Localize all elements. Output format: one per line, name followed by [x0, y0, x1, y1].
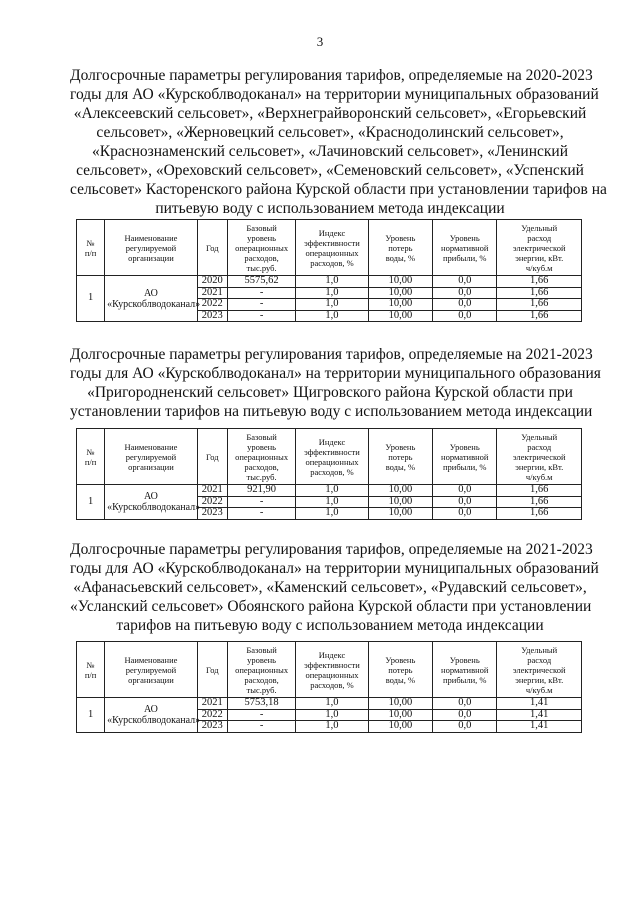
- cell-base: 5575,62: [227, 276, 295, 288]
- column-header-line: расходов,: [244, 674, 279, 685]
- column-header-line: Год: [206, 664, 219, 675]
- cell-year: 2022: [197, 299, 227, 311]
- column-header-line: Удельный: [521, 431, 558, 442]
- cell-profit: 0,0: [433, 508, 497, 520]
- column-header-line: прибыли, %: [443, 461, 487, 472]
- cell-index: 1,0: [296, 698, 368, 710]
- cell-profit: 0,0: [433, 299, 497, 311]
- column-header-year: [197, 220, 227, 276]
- column-header-num: [77, 642, 105, 698]
- cell-base: -: [227, 287, 295, 299]
- row-number-cell: 1: [77, 698, 105, 733]
- table-row: [77, 276, 582, 288]
- column-header-line: операционных: [235, 242, 289, 253]
- tariff-table: [76, 428, 582, 520]
- column-header-index: [296, 429, 368, 485]
- column-header-line: Наименование: [124, 441, 178, 452]
- cell-base: -: [227, 496, 295, 508]
- cell-index: 1,0: [296, 485, 368, 497]
- cell-energy: 1,66: [497, 496, 582, 508]
- column-header-line: нормативной: [441, 451, 489, 462]
- column-header-line: энергии, кВт.: [515, 461, 564, 472]
- column-header-base: [227, 429, 295, 485]
- column-header-line: нормативной: [441, 664, 489, 675]
- tariff-table: [76, 641, 582, 733]
- cell-base: -: [227, 310, 295, 322]
- cell-base: -: [227, 299, 295, 311]
- column-header-line: потерь: [388, 242, 413, 253]
- table-header-row: [77, 220, 582, 276]
- tariff-table: [76, 219, 582, 322]
- page-number: 3: [316, 34, 324, 49]
- column-header-line: нормативной: [441, 242, 489, 253]
- column-header-line: ч/куб.м: [525, 471, 553, 482]
- column-header-line: прибыли, %: [443, 252, 487, 263]
- cell-profit: 0,0: [433, 698, 497, 710]
- column-header-line: операционных: [305, 669, 359, 680]
- section-title-line: сельсовет», «Жерновецкий сельсовет», «Краснодолинский сельсовет»,: [96, 124, 564, 141]
- column-header-line: регулируемой: [125, 242, 177, 253]
- section-title-line: тарифов на питьевую воду с использованием метода индексации: [116, 617, 544, 634]
- cell-index: 1,0: [296, 310, 368, 322]
- column-header-line: Удельный: [521, 222, 558, 233]
- section-title-line: установлении тарифов на питьевую воду с использованием метода индексации: [70, 403, 593, 420]
- column-header-line: операционных: [305, 456, 359, 467]
- section-title-line: «Алексеевский сельсовет», «Верхнеграйворонский сельсовет», «Егорьевский: [73, 105, 587, 122]
- cell-index: 1,0: [296, 276, 368, 288]
- organization-cell: [105, 276, 201, 322]
- column-header-line: Индекс: [318, 227, 346, 238]
- cell-index: 1,0: [296, 721, 368, 733]
- column-header-loss: [368, 642, 432, 698]
- column-header-line: энергии, кВт.: [515, 674, 564, 685]
- cell-year: 2021: [197, 287, 227, 299]
- cell-profit: 0,0: [433, 276, 497, 288]
- column-header-line: Наименование: [124, 232, 178, 243]
- column-header-org: [105, 429, 198, 485]
- column-header-profit: [433, 220, 497, 276]
- column-header-line: Индекс: [318, 436, 346, 447]
- column-header-line: тыс.руб.: [246, 684, 277, 695]
- column-header-base: [227, 220, 295, 276]
- cell-year: 2021: [197, 485, 227, 497]
- section-title-line: питьевую воду с использованием метода индексации: [155, 200, 505, 217]
- section-title-line: «Афанасьевский сельсовет», «Каменский сельсовет», «Рудавский сельсовет»,: [73, 579, 587, 596]
- cell-energy: 1,66: [497, 508, 582, 520]
- cell-energy: 1,41: [497, 721, 582, 733]
- column-header-line: регулируемой: [125, 451, 177, 462]
- organization-name-line: АО: [143, 287, 158, 299]
- organization-name-line: АО: [143, 490, 158, 502]
- section-title: [70, 540, 599, 635]
- cell-loss: 10,00: [368, 287, 432, 299]
- cell-profit: 0,0: [433, 496, 497, 508]
- column-header-line: №: [86, 659, 95, 670]
- column-header-line: №: [86, 237, 95, 248]
- column-header-line: Уровень: [449, 232, 480, 243]
- section-title-line: годы для АО «Курскоблводоканал» на территории муниципальных образований: [70, 560, 599, 577]
- section-title-line: сельсовет» Касторенского района Курской области при установлении тарифов на: [70, 181, 607, 198]
- section-title-line: «Пригородненский сельсовет» Щигровского района Курской области при: [87, 384, 573, 401]
- organization-cell: [105, 485, 201, 520]
- cell-loss: 10,00: [368, 276, 432, 288]
- column-header-year: [197, 642, 227, 698]
- cell-year: 2022: [197, 709, 227, 721]
- cell-energy: 1,66: [497, 287, 582, 299]
- column-header-line: уровень: [247, 232, 277, 243]
- cell-profit: 0,0: [433, 310, 497, 322]
- cell-index: 1,0: [296, 287, 368, 299]
- column-header-year: [197, 429, 227, 485]
- column-header-num: [77, 220, 105, 276]
- column-header-line: Уровень: [385, 441, 416, 452]
- column-header-line: расход: [527, 441, 552, 452]
- column-header-line: расходов,: [244, 252, 279, 263]
- cell-loss: 10,00: [368, 310, 432, 322]
- section-title-line: годы для АО «Курскоблводоканал» на территории муниципальных образований: [70, 86, 599, 103]
- column-header-line: Индекс: [318, 649, 346, 660]
- cell-loss: 10,00: [368, 496, 432, 508]
- column-header-line: электрической: [512, 242, 566, 253]
- column-header-org: [105, 642, 198, 698]
- section-title-line: Долгосрочные параметры регулирования тарифов, определяемые на 2021-2023: [70, 346, 593, 363]
- row-number-cell: 1: [77, 276, 105, 322]
- column-header-line: Базовый: [246, 222, 277, 233]
- cell-base: 921,90: [227, 485, 295, 497]
- cell-profit: 0,0: [433, 485, 497, 497]
- column-header-profit: [433, 642, 497, 698]
- cell-year: 2022: [197, 496, 227, 508]
- column-header-line: Наименование: [124, 654, 178, 665]
- cell-base: 5753,18: [227, 698, 295, 710]
- table-header-row: [77, 429, 582, 485]
- column-header-energy: [497, 642, 582, 698]
- column-header-loss: [368, 220, 432, 276]
- column-header-line: прибыли, %: [443, 674, 487, 685]
- column-header-line: потерь: [388, 664, 413, 675]
- column-header-line: Удельный: [521, 644, 558, 655]
- column-header-line: Уровень: [385, 232, 416, 243]
- column-header-line: воды, %: [385, 252, 416, 263]
- column-header-loss: [368, 429, 432, 485]
- section-title: [70, 345, 601, 421]
- table-row: [77, 698, 582, 710]
- cell-energy: 1,66: [497, 276, 582, 288]
- section-title-line: Долгосрочные параметры регулирования тарифов, определяемые на 2021-2023: [70, 541, 593, 558]
- organization-cell: [105, 698, 201, 733]
- column-header-num: [77, 429, 105, 485]
- table-row: [77, 485, 582, 497]
- column-header-line: расход: [527, 654, 552, 665]
- column-header-line: электрической: [512, 451, 566, 462]
- cell-loss: 10,00: [368, 698, 432, 710]
- column-header-index: [296, 220, 368, 276]
- column-header-line: эффективности: [304, 446, 360, 457]
- cell-loss: 10,00: [368, 508, 432, 520]
- column-header-line: расходов, %: [310, 679, 354, 690]
- cell-loss: 10,00: [368, 709, 432, 721]
- section-title-line: сельсовет», «Ореховский сельсовет», «Семеновский сельсовет», «Успенский: [76, 162, 584, 179]
- column-header-line: ч/куб.м: [525, 684, 553, 695]
- column-header-line: тыс.руб.: [246, 471, 277, 482]
- section-title-line: годы для АО «Курскоблводоканал» на территории муниципального образования: [70, 365, 601, 382]
- column-header-line: п/п: [84, 456, 97, 467]
- cell-loss: 10,00: [368, 721, 432, 733]
- column-header-line: №: [86, 446, 95, 457]
- column-header-line: тыс.руб.: [246, 262, 277, 273]
- cell-profit: 0,0: [433, 721, 497, 733]
- column-header-line: расходов,: [244, 461, 279, 472]
- section-title-line: «Усланский сельсовет» Обоянского района Курской области при установлении: [70, 598, 592, 615]
- cell-energy: 1,41: [497, 698, 582, 710]
- cell-energy: 1,66: [497, 485, 582, 497]
- organization-name-line: АО: [143, 703, 158, 715]
- cell-profit: 0,0: [433, 709, 497, 721]
- column-header-line: п/п: [84, 669, 97, 680]
- cell-base: -: [227, 709, 295, 721]
- cell-base: -: [227, 508, 295, 520]
- column-header-line: Базовый: [246, 431, 277, 442]
- column-header-line: п/п: [84, 247, 97, 258]
- column-header-line: Год: [206, 451, 219, 462]
- column-header-line: организации: [128, 461, 174, 472]
- cell-energy: 1,66: [497, 310, 582, 322]
- column-header-line: воды, %: [385, 674, 416, 685]
- organization-name-line: «Курскоблводоканал»: [107, 714, 201, 726]
- column-header-line: организации: [128, 252, 174, 263]
- column-header-line: электрической: [512, 664, 566, 675]
- cell-base: -: [227, 721, 295, 733]
- column-header-line: Уровень: [449, 441, 480, 452]
- organization-name-line: «Курскоблводоканал»: [107, 298, 201, 310]
- column-header-org: [105, 220, 198, 276]
- cell-index: 1,0: [296, 709, 368, 721]
- row-number-cell: 1: [77, 485, 105, 520]
- column-header-line: Уровень: [449, 654, 480, 665]
- column-header-line: операционных: [235, 451, 289, 462]
- column-header-index: [296, 642, 368, 698]
- column-header-line: ч/куб.м: [525, 262, 553, 273]
- cell-year: 2023: [197, 508, 227, 520]
- column-header-line: Год: [206, 242, 219, 253]
- column-header-line: воды, %: [385, 461, 416, 472]
- column-header-profit: [433, 429, 497, 485]
- column-header-line: эффективности: [304, 237, 360, 248]
- cell-loss: 10,00: [368, 485, 432, 497]
- cell-energy: 1,66: [497, 299, 582, 311]
- column-header-energy: [497, 220, 582, 276]
- section-title-line: «Краснознаменский сельсовет», «Лачиновский сельсовет», «Ленинский: [91, 143, 568, 160]
- cell-year: 2021: [197, 698, 227, 710]
- column-header-line: операционных: [305, 247, 359, 258]
- cell-year: 2020: [197, 276, 227, 288]
- column-header-line: энергии, кВт.: [515, 252, 564, 263]
- column-header-line: Уровень: [385, 654, 416, 665]
- cell-year: 2023: [197, 310, 227, 322]
- column-header-line: расходов, %: [310, 257, 354, 268]
- section-title-line: Долгосрочные параметры регулирования тарифов, определяемые на 2020-2023: [70, 67, 593, 84]
- column-header-line: уровень: [247, 654, 277, 665]
- cell-index: 1,0: [296, 299, 368, 311]
- column-header-energy: [497, 429, 582, 485]
- column-header-line: организации: [128, 674, 174, 685]
- column-header-line: потерь: [388, 451, 413, 462]
- column-header-line: расходов, %: [310, 466, 354, 477]
- column-header-line: регулируемой: [125, 664, 177, 675]
- column-header-line: Базовый: [246, 644, 277, 655]
- cell-profit: 0,0: [433, 287, 497, 299]
- section-title: [70, 66, 607, 218]
- column-header-line: эффективности: [304, 659, 360, 670]
- cell-energy: 1,41: [497, 709, 582, 721]
- column-header-base: [227, 642, 295, 698]
- cell-index: 1,0: [296, 508, 368, 520]
- column-header-line: расход: [527, 232, 552, 243]
- table-header-row: [77, 642, 582, 698]
- column-header-line: операционных: [235, 664, 289, 675]
- cell-loss: 10,00: [368, 299, 432, 311]
- organization-name-line: «Курскоблводоканал»: [107, 501, 201, 513]
- column-header-line: уровень: [247, 441, 277, 452]
- cell-year: 2023: [197, 721, 227, 733]
- cell-index: 1,0: [296, 496, 368, 508]
